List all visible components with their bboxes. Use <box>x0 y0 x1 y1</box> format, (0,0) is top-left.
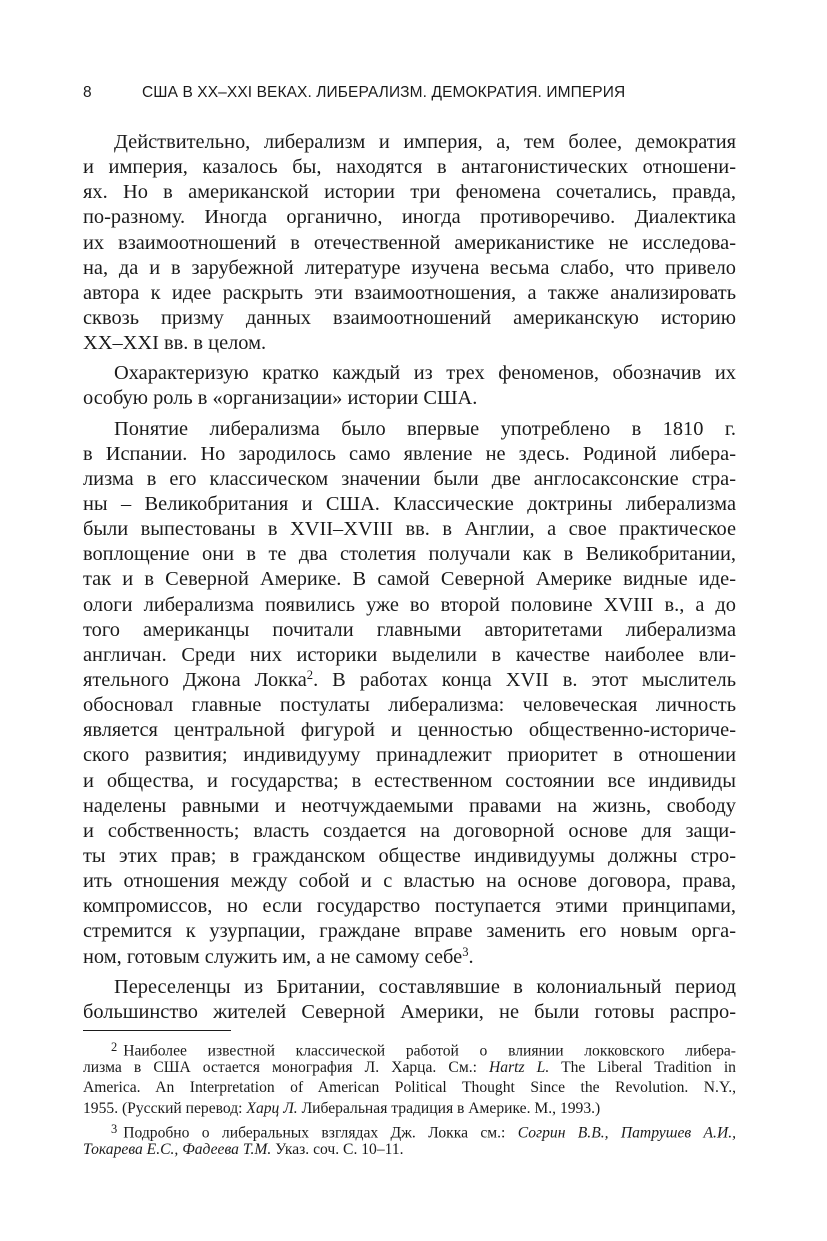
text-line: были выпестованы в XVII–XVIII вв. в Англии, а свое практическое <box>83 518 736 541</box>
text-line <box>83 668 736 693</box>
page-number: 8 <box>83 84 92 101</box>
text-line: того американцы почитали главными авторитетами либерализма <box>83 618 736 641</box>
text-line: Понятие либерализма было впервые употреблено в 1810 г. <box>114 417 736 440</box>
footnote-mark: 2 <box>111 1040 118 1054</box>
text-fragment: Подробно о либеральных взглядах Дж. Локка см.: <box>123 1124 506 1142</box>
text-line: большинство жителей Северной Америки, не были готовы распро- <box>83 1000 736 1023</box>
footnote-line: America. An Interpretation of American Political Thought Since the Revolution. N.Y., <box>83 1079 736 1097</box>
footnote-line <box>83 1099 736 1120</box>
text-line: сквозь призму данных взаимоотношений американскую историю <box>83 306 736 329</box>
text-line: воплощение они в те два столетия получали как в Великобритании, <box>83 543 736 566</box>
text-line: по-разному. Иногда органично, иногда противоречиво. Диалектика <box>83 206 736 229</box>
text-line: так и в Северной Америке. В самой Северной Америке видные иде- <box>83 568 736 591</box>
footnote-line <box>83 1037 736 1058</box>
author-name: Харц Л. <box>246 1099 298 1117</box>
author-name: Согрин В.В., Патрушев А.И., <box>517 1124 736 1142</box>
running-head <box>83 84 743 106</box>
footnote-rule <box>83 1030 231 1031</box>
footnotes <box>83 1037 736 1161</box>
text-line: их взаимоотношений в отечественной американистике не исследова- <box>83 231 736 254</box>
author-name: Hartz L. <box>489 1058 550 1076</box>
footnote-line <box>83 1058 736 1079</box>
footnote-line <box>83 1140 736 1161</box>
text-line: англичан. Среди них историки выделили в качестве наиболее вли- <box>83 643 736 666</box>
text-line: ны – Великобритания и США. Классические доктрины либерализма <box>83 492 736 515</box>
text-line: компромиссов, но если государство поступается этими принципами, <box>83 895 736 918</box>
text-line: и империя, казалось бы, находятся в антагонистических отношени- <box>83 156 736 179</box>
text-line: особую роль в «организации» истории США. <box>83 387 478 410</box>
text-line: Действительно, либерализм и империя, а, тем более, демократия <box>114 131 736 153</box>
text-line: ского развития; индивидууму принадлежит приоритет в отношении <box>83 744 736 767</box>
footnote-line <box>83 1119 736 1140</box>
text-fragment: . В работах конца XVII в. этот мыслитель <box>313 668 736 691</box>
text-line: ты этих прав; в гражданском обществе индивидуумы должны стро- <box>83 844 736 867</box>
footnote-ref[interactable]: 2 <box>306 668 314 682</box>
text-fragment: лизма в США остается монография Л. Харца. См.: <box>83 1058 477 1076</box>
text-line: Переселенцы из Британии, составлявшие в колониальный период <box>114 975 736 998</box>
text-fragment: ном, готовым служить им, а не самому себе <box>83 945 463 968</box>
text-line: является центральной фигурой и ценностью общественно-историче- <box>83 719 736 742</box>
text-fragment: The Liberal Tradition in <box>561 1058 736 1076</box>
text-line: лизма в его классическом значении были две англосаксонские стра- <box>83 467 736 490</box>
text-line: ологи либерализма появились уже во второй половине XVIII в., а до <box>83 593 736 616</box>
footnote-mark: 3 <box>111 1122 118 1137</box>
text-fragment: Указ. соч. С. 10–11. <box>275 1140 404 1158</box>
text-fragment: Либеральная традиция в Америке. М., 1993.) <box>301 1099 601 1117</box>
text-line: наделены равными и неотчуждаемыми правами на жизнь, свободу <box>83 794 736 817</box>
text-line: и общества, и государства; в естественном состоянии все индивиды <box>83 769 736 792</box>
author-name: Токарева Е.С., Фадеева Т.М. <box>83 1140 272 1158</box>
text-line: ить отношения между собой и с властью на основе договора, права, <box>83 870 736 893</box>
text-line: обосновал главные постулаты либерализма: человеческая личность <box>83 694 736 717</box>
text-line: и собственность; власть создается на договорной основе для защи- <box>83 819 736 842</box>
text-fragment: ятельного Джона Локка <box>83 668 307 691</box>
text-line: стремится к узурпации, граждане вправе заменить его новым орга- <box>83 920 736 943</box>
text-line: на, да и в зарубежной литературе изучена весьма слабо, что привело <box>83 256 736 279</box>
main-text <box>83 130 736 1025</box>
text-line: автора к идее раскрыть эти взаимоотношения, а также анализировать <box>83 281 736 304</box>
text-line: XX–XXI вв. в целом. <box>83 332 267 355</box>
text-line: Охарактеризую кратко каждый из трех феноменов, обозначив их <box>114 362 736 385</box>
text-fragment: Наиболее известной классической работой о влиянии локковского либера- <box>123 1042 736 1060</box>
text-fragment: 1955. (Русский перевод: <box>83 1099 243 1117</box>
running-title: США В XX–XXI ВЕКАХ. ЛИБЕРАЛИЗМ. ДЕМОКРАТИЯ. ИМПЕРИЯ <box>142 84 626 101</box>
text-line: ях. Но в американской истории три феномена сочетались, правда, <box>83 181 736 204</box>
text-line: в Испании. Но зародилось само явление не здесь. Родиной либера- <box>83 442 736 465</box>
footnote-ref[interactable]: 3 <box>462 944 469 959</box>
text-line: ном, готовым служить им, а не самому себе$^3$. <box>83 944 474 968</box>
